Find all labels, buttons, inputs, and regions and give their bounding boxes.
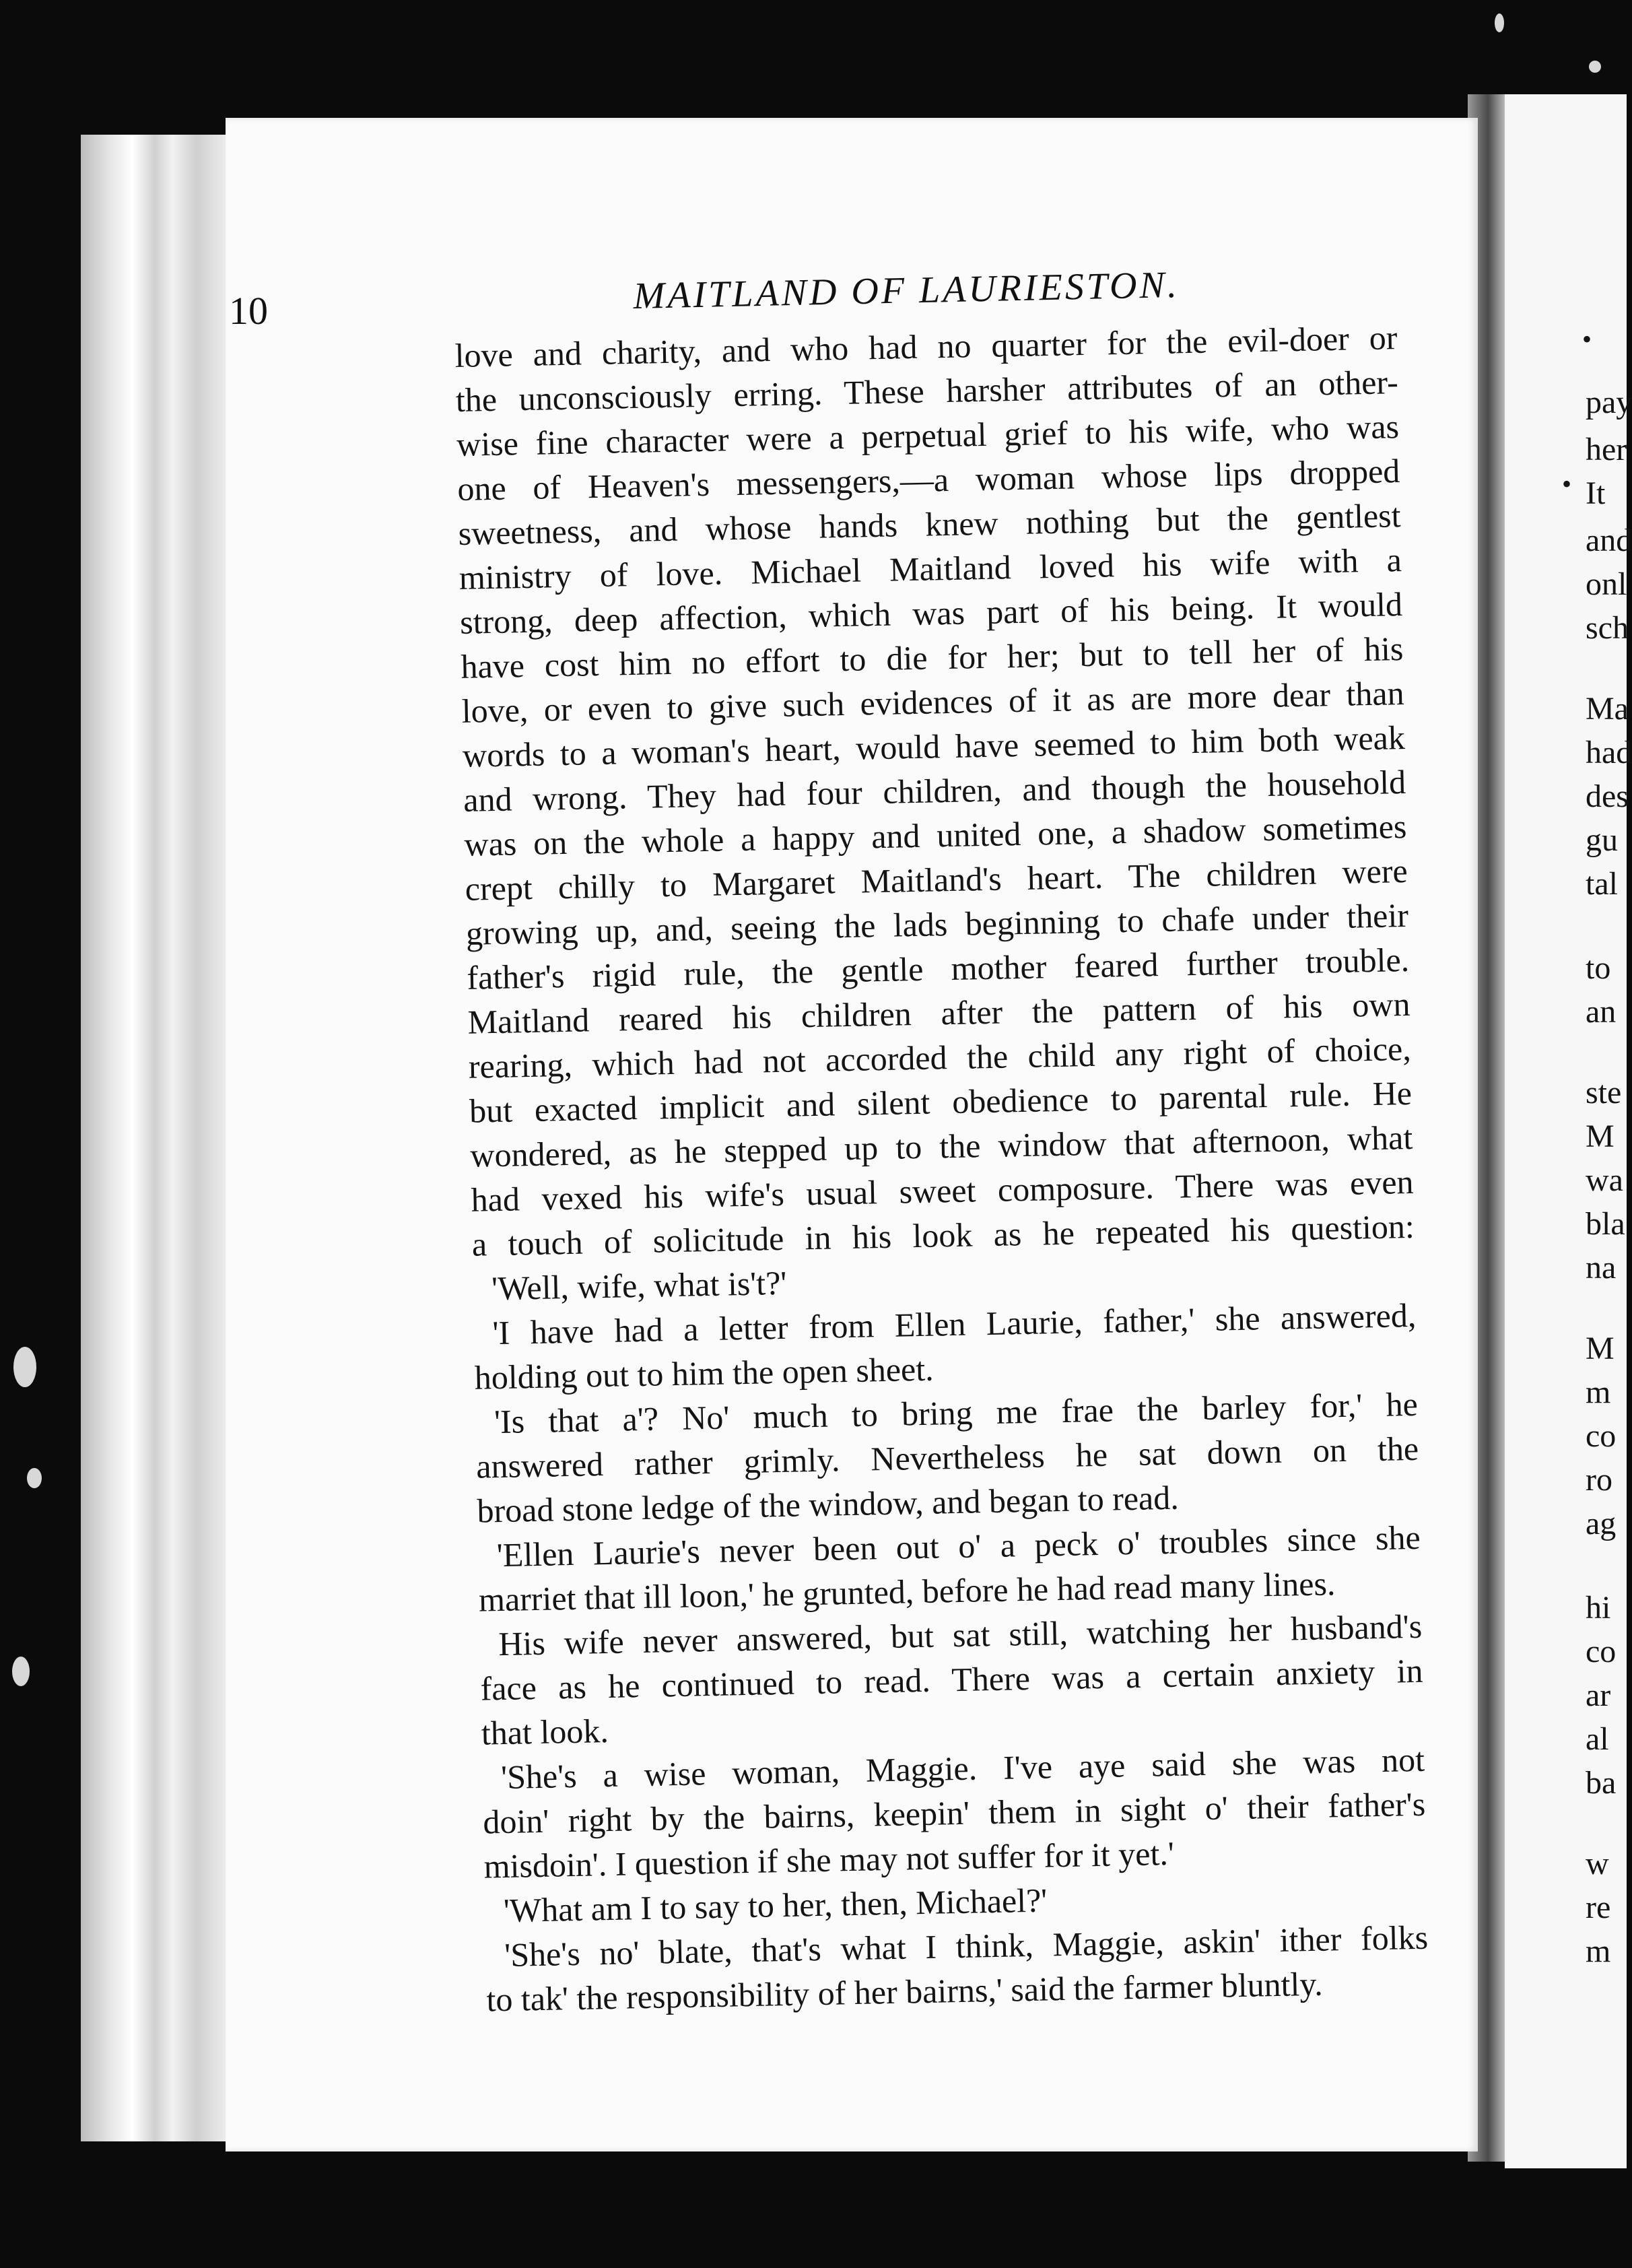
text-fragment: Ma <box>1586 691 1629 727</box>
text-fragment: an <box>1586 994 1617 1030</box>
text-fragment: wa <box>1586 1162 1623 1198</box>
text-line: was on the whole a happy and united one, a shadow sometimes <box>464 807 1407 863</box>
scan-artifact <box>27 1468 42 1488</box>
text-line: ministry of love. Michael Maitland loved his wife with a <box>458 541 1402 597</box>
text-fragment: des <box>1586 778 1629 814</box>
text-fragment: and <box>1586 523 1632 558</box>
text-fragment: had <box>1586 735 1632 770</box>
text-fragment: bla <box>1586 1206 1625 1242</box>
text-line: answered rather grimly. Nevertheless he sat down on the <box>475 1429 1419 1486</box>
text-line: holding out to him the open sheet. <box>474 1349 934 1397</box>
text-line: 'Ellen Laurie's never been out o' a peck o' troubles since she <box>496 1518 1421 1574</box>
scan-artifact <box>1589 61 1601 73</box>
text-line: wise fine character were a perpetual grief to his wife, who was <box>456 407 1400 463</box>
text-line: face as he continued to read. There was a certain anxiety in <box>480 1651 1423 1708</box>
text-line: one of Heaven's messengers,—a woman whose lips dropped <box>456 452 1400 508</box>
text-fragment: ba <box>1586 1765 1617 1801</box>
text-line: growing up, and, seeing the lads beginning to chafe under their <box>465 896 1409 952</box>
text-line: doin' right by the bairns, keepin' them in sight o' their father's <box>482 1785 1426 1841</box>
text-line: words to a woman's heart, would have seemed to him both weak <box>462 719 1406 774</box>
text-fragment: w <box>1586 1846 1609 1881</box>
bullet-mark: • <box>1562 469 1572 499</box>
text-line: but exacted implicit and silent obedience to parental rule. He <box>469 1073 1413 1130</box>
text-line: Maitland reared his children after the pattern of his own <box>467 985 1410 1041</box>
right-page-edge <box>1505 94 1632 2168</box>
text-line: love and charity, and who had no quarter for the evil-doer or <box>454 319 1398 374</box>
text-fragment: m <box>1586 1374 1611 1410</box>
text-line: strong, deep affection, which was part of his being. It would <box>459 585 1403 641</box>
text-fragment: na <box>1586 1250 1617 1286</box>
text-line: sweetness, and whose hands knew nothing but the gentlest <box>458 496 1401 552</box>
text-fragment: gu <box>1586 822 1618 858</box>
text-fragment: her <box>1586 432 1627 467</box>
text-line: wondered, as he stepped up to the window that afternoon, what <box>469 1118 1413 1174</box>
text-line: marriet that ill loon,' he grunted, before he had read many lines. <box>478 1564 1336 1619</box>
text-line: 'I have had a letter from Ellen Laurie, father,' she answered, <box>491 1296 1417 1352</box>
text-fragment: co <box>1586 1634 1617 1669</box>
text-fragment: m <box>1586 1933 1611 1969</box>
body-text <box>454 315 1429 2022</box>
bullet-mark: • <box>1582 324 1592 354</box>
text-line: 'She's no' blate, that's what I think, Maggie, askin' ither folks <box>504 1918 1429 1974</box>
text-fragment: ar <box>1586 1677 1611 1713</box>
text-fragment: M <box>1586 1119 1614 1154</box>
text-line: the unconsciously erring. These harsher attributes of an other- <box>455 363 1399 419</box>
text-fragment: re <box>1586 1890 1611 1925</box>
text-fragment: ag <box>1586 1506 1617 1541</box>
page-number: 10 <box>229 289 268 333</box>
scan-artifact <box>1495 13 1504 32</box>
scan-artifact <box>13 1347 36 1387</box>
text-fragment: pay <box>1586 385 1632 420</box>
text-line: 'Is that a'? No' much to bring me frae the barley for,' he <box>494 1385 1419 1441</box>
scan-artifact <box>12 1657 30 1686</box>
text-fragment: co <box>1586 1418 1617 1454</box>
text-line: father's rigid rule, the gentle mother feared further trouble. <box>466 940 1410 997</box>
text-fragment: al <box>1586 1721 1609 1757</box>
text-fragment: ro <box>1586 1462 1612 1498</box>
text-line: had vexed his wife's usual sweet composure. There was even <box>471 1162 1414 1219</box>
text-line: crept chilly to Margaret Maitland's heart. The children were <box>465 851 1408 908</box>
text-fragment: tal <box>1586 866 1618 902</box>
text-line: that look. <box>481 1711 609 1752</box>
text-line: and wrong. They had four children, and though the household <box>463 763 1406 819</box>
text-fragment: ste <box>1586 1075 1622 1110</box>
text-fragment: to <box>1586 950 1611 986</box>
text-line: rearing, which had not accorded the child any right of choice, <box>468 1029 1412 1086</box>
text-line: love, or even to give such evidences of it as are more dear than <box>461 674 1405 730</box>
text-line: have cost him no effort to die for her; but to tell her of his <box>460 630 1404 686</box>
page-edges <box>81 135 229 2141</box>
text-line: 'She's a wise woman, Maggie. I've aye said she was not <box>500 1740 1425 1797</box>
text-fragment: onl <box>1586 566 1627 602</box>
text-line: 'What am I to say to her, then, Michael?' <box>503 1881 1048 1930</box>
text-line: broad stone ledge of the window, and began to read. <box>477 1478 1180 1530</box>
text-fragment: It <box>1586 475 1606 511</box>
text-line: His wife never answered, but sat still, watching her husband's <box>498 1607 1423 1663</box>
text-line: a touch of solicitude in his look as he repeated his question: <box>471 1207 1415 1263</box>
text-fragment: sch <box>1586 610 1629 646</box>
text-line: misdoin'. I question if she may not suffer for it yet.' <box>483 1834 1175 1886</box>
text-line: to tak' the responsibility of her bairns,' said the farmer bluntly. <box>485 1964 1324 2019</box>
running-title: MAITLAND OF LAURIESTON. <box>633 264 1180 317</box>
text-fragment: hi <box>1586 1590 1611 1626</box>
text-fragment: M <box>1586 1331 1614 1366</box>
text-line: 'Well, wife, what is't?' <box>491 1263 787 1308</box>
